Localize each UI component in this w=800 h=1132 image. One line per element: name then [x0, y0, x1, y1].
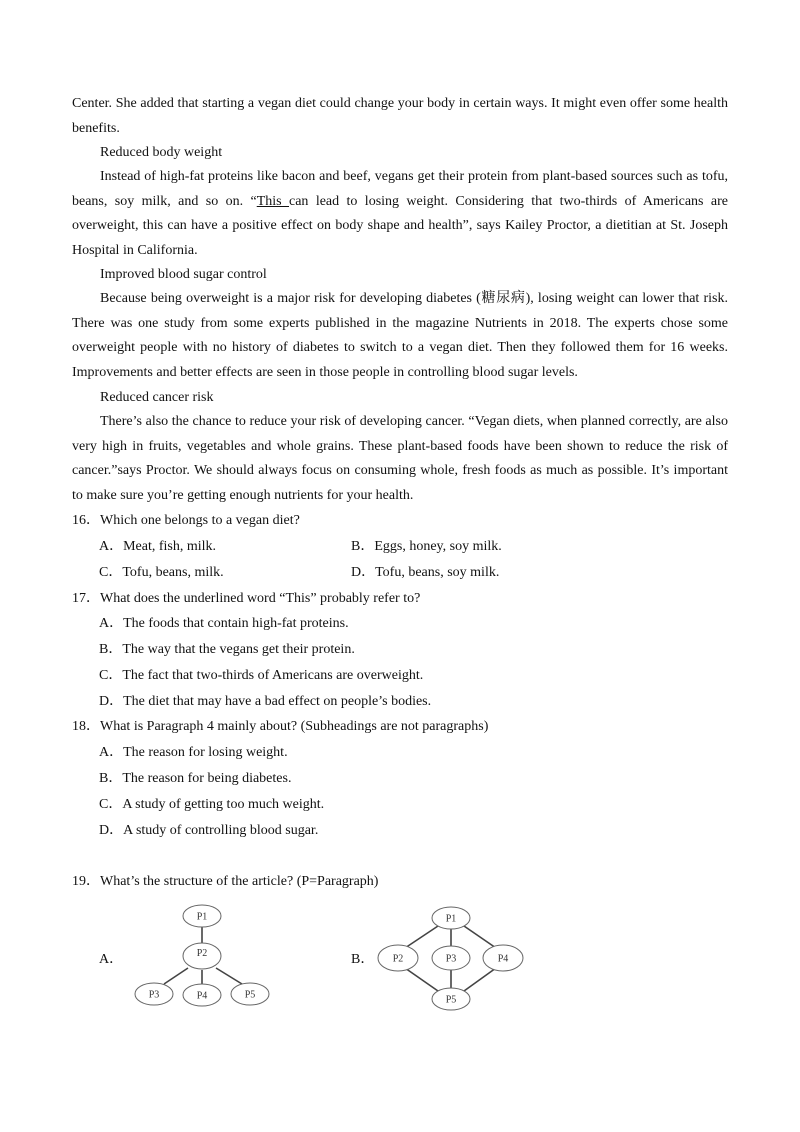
subheading-cancer-risk: Reduced cancer risk — [100, 390, 214, 405]
underlined-word-this: This — [256, 193, 289, 209]
node-label-p1: P1 — [196, 911, 208, 923]
question-18-stem: 18．What is Paragraph 4 mainly about? (Subheadings are not paragraphs) — [72, 719, 489, 734]
node-label-p4: P4 — [196, 990, 208, 1002]
question-18-option-d: D．A study of controlling blood sugar. — [99, 823, 319, 838]
subheading-reduced-body-weight: Reduced body weight — [100, 145, 223, 160]
subheading-blood-sugar: Improved blood sugar control — [100, 267, 267, 282]
question-19-option-b-label: B． — [351, 952, 375, 967]
question-18-option-b: B．The reason for being diabetes. — [99, 771, 292, 786]
paragraph-blood-sugar: Because being overweight is a major risk for developing diabetes (糖尿病), losing weight can lower that risk. There was one study from some experts published in the magazine Nutrients in 2018. The experts chose some overweight people with no history of diabetes to switch to a vegan diet. Then they followed them for 16 weeks. Improvements and better effects are seen in those people in controlling blood sugar levels. — [72, 291, 728, 380]
node-label-p5: P5 — [244, 989, 256, 1001]
structure-diagram-a — [120, 896, 290, 1016]
question-17-option-d: D．The diet that may have a bad effect on people’s bodies. — [99, 694, 432, 709]
node-label-p5: P5 — [445, 994, 457, 1006]
question-17-option-c: C．The fact that two-thirds of Americans are overweight. — [99, 668, 424, 683]
question-16-option-c: C．Tofu, beans, milk. — [99, 565, 224, 580]
question-19-option-a-label: A． — [99, 952, 124, 967]
question-17-stem: 17．What does the underlined word “This” probably refer to? — [72, 591, 421, 606]
question-19-stem: 19．What’s the structure of the article? (P=Paragraph) — [72, 874, 379, 889]
structure-diagram-b — [365, 898, 535, 1020]
edge-p1-p4 — [464, 926, 496, 948]
node-label-p3: P3 — [148, 989, 160, 1001]
paragraph-cancer-risk: There’s also the chance to reduce your risk of developing cancer. “Vegan diets, when planned correctly, are also very high in fruits, vegetables and whole grains. These plant-based foods have been shown to reduce the risk of cancer.”says Proctor. We should always focus on consuming whole, fresh foods as much as possible. It’s important to make sure you’re getting enough nutrients for your health. — [72, 414, 728, 503]
question-16-option-a: A．Meat, fish, milk. — [99, 539, 217, 554]
node-label-p2: P2 — [196, 948, 208, 959]
question-18-option-a: A．The reason for losing weight. — [99, 745, 288, 760]
paragraph-body-weight — [72, 165, 728, 263]
node-label-p4: P4 — [497, 953, 509, 965]
node-label-p3: P3 — [445, 953, 457, 965]
edge-p2-p3 — [164, 968, 188, 984]
intro-paragraph: Center. She added that starting a vegan diet could change your body in certain ways. It might even offer some health benefits. — [72, 96, 728, 136]
question-17-option-a: A．The foods that contain high-fat proteins. — [99, 616, 349, 631]
question-16-stem: 16．Which one belongs to a vegan diet? — [72, 513, 300, 528]
question-16-option-b: B．Eggs, honey, soy milk. — [351, 539, 502, 554]
paragraph-text: Instead of high-fat proteins like bacon and beef, vegans get their protein from plant-based sources such as tofu, beans, soy milk, and so on. “ — [72, 169, 728, 209]
paragraph-text: can lead to losing weight. Considering that two-thirds of Americans are overweight, this can have a positive effect on body shape and health”, says Kailey Proctor, a dietitian at St. Joseph Hospital in California. — [72, 193, 728, 258]
question-17-option-b: B．The way that the vegans get their protein. — [99, 642, 355, 657]
question-18-option-c: C．A study of getting too much weight. — [99, 797, 325, 812]
edge-p4-p5 — [464, 968, 496, 991]
edge-p1-p2 — [405, 926, 438, 948]
edge-p2-p5 — [216, 968, 242, 984]
edge-p2-p5 — [405, 968, 438, 991]
node-label-p1: P1 — [445, 913, 457, 925]
question-16-option-d: D．Tofu, beans, soy milk. — [351, 565, 500, 580]
node-label-p2: P2 — [392, 953, 404, 965]
